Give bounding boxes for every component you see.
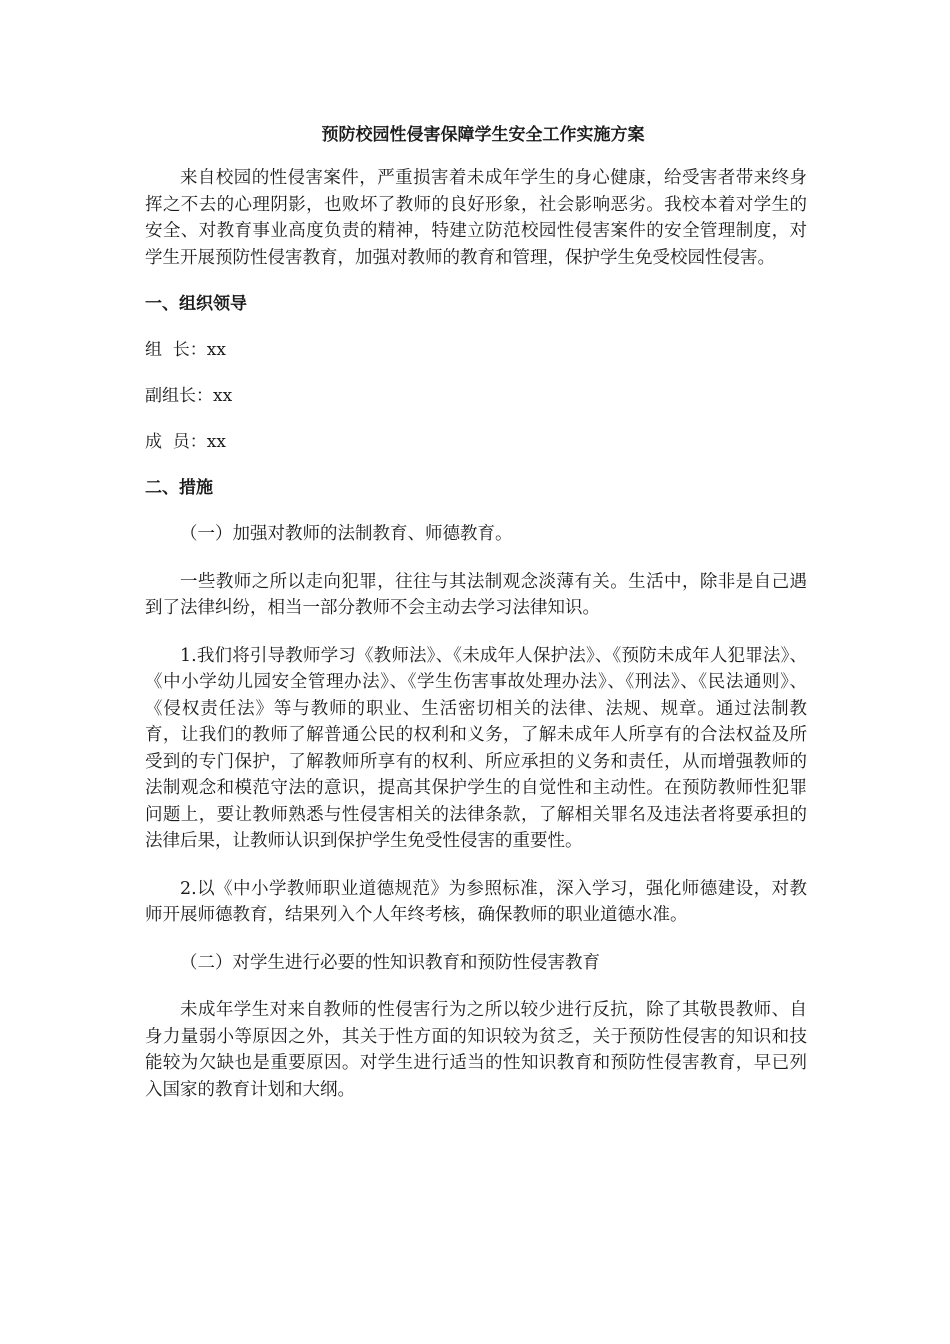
student-education-paragraph: 未成年学生对来自教师的性侵害行为之所以较少进行反抗，除了其敬畏教师、自身力量弱小等原因之外，其关于性方面的知识较为贫乏，关于预防性侵害的知识和技能较为欠缺也是重要原因。对学生进行适当的性知识教育和预防性侵害教育，早已列入国家的教育计划和大纲。	[145, 1000, 807, 1100]
teacher-education-paragraph: 一些教师之所以走向犯罪，往往与其法制观念淡薄有关。生活中，除非是自己遇到了法律纠纷，相当一部分教师不会主动去学习法律知识。	[145, 571, 807, 618]
team-deputy: 副组长：xx	[145, 386, 233, 406]
section-heading-organization: 一、组织领导	[145, 294, 247, 314]
intro-paragraph: 来自校园的性侵害案件，严重损害着未成年学生的身心健康，给受害者带来终身挥之不去的心理阴影，也败坏了教师的良好形象，社会影响恶劣。我校本着对学生的安全、对教育事业高度负责的精神，特建立防范校园性侵害案件的安全管理制度，对学生开展预防性侵害教育，加强对教师的教育和管理，保护学生免受校园性侵害。	[145, 168, 807, 268]
section-heading-measures: 二、措施	[145, 478, 213, 498]
subsection-title-student-education: （二）对学生进行必要的性知识教育和预防性侵害教育	[180, 952, 600, 973]
team-members: 成 员：xx	[145, 432, 226, 452]
document-title: 预防校园性侵害保障学生安全工作实施方案	[321, 125, 645, 145]
team-leader: 组 长：xx	[145, 340, 226, 360]
document-page	[145, 120, 807, 1103]
measure-item-2: 2.以《中小学教师职业道德规范》为参照标准，深入学习，强化师德建设，对教师开展师德教育，结果列入个人年终考核，确保教师的职业道德水准。	[145, 878, 807, 925]
measure-item-1: 1.我们将引导教师学习《教师法》、《未成年人保护法》、《预防未成年人犯罪法》、《中小学幼儿园安全管理办法》、《学生伤害事故处理办法》、《刑法》、《民法通则》、《侵权责任法》等与教师的职业、生活密切相关的法律、法规、规章。通过法制教育，让我们的教师了解普通公民的权利和义务，了解未成年人所享有的合法权益及所受到的专门保护，了解教师所享有的权利、所应承担的义务和责任，从而增强教师的法制观念和模范守法的意识，提高其保护学生的自觉性和主动性。在预防教师性犯罪问题上，要让教师熟悉与性侵害相关的法律条款，了解相关罪名及违法者将要承担的法律后果，让教师认识到保护学生免受性侵害的重要性。	[145, 645, 807, 851]
subsection-title-teacher-education: （一）加强对教师的法制教育、师德教育。	[180, 524, 513, 544]
